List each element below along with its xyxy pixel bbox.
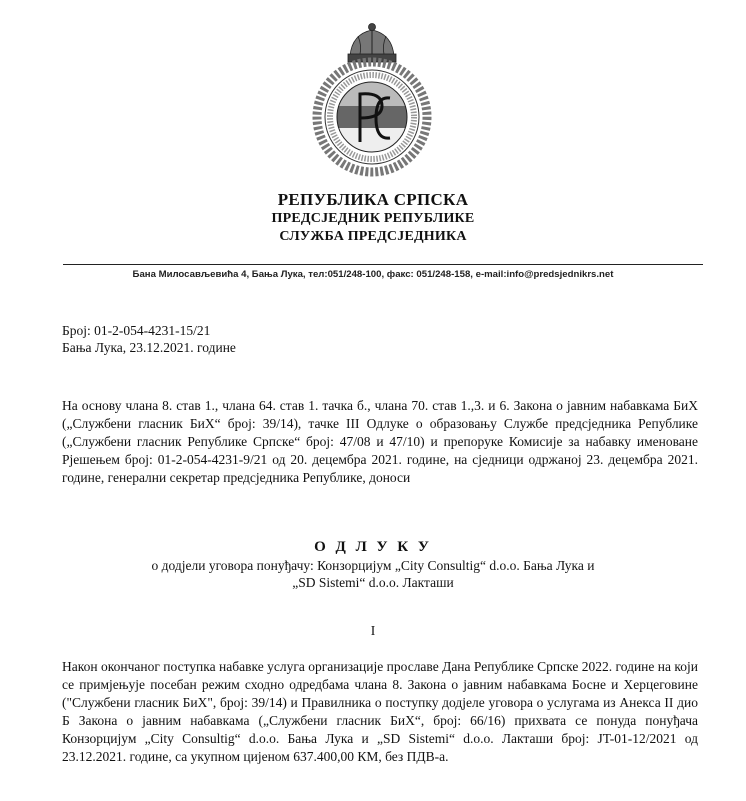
intro-paragraph: На основу члана 8. став 1., члана 64. став 1. тачка б., члана 70. став 1.,3. и 6. Закона о јавним набавкама БиХ („Службени гласник БиХ“ број: 39/14), тачке III Одлуке о образовању Службе предсједника Републике („Службени гласник Републике Српске“ број: 47/08 и 47/10) и препоруке Комисије за набавку именоване Рјешењем број: 01-2-054-4231-9/21 од 20. децембра 2021. године, на сједници одржаној 23. децембра 2021. године, генерални секретар предсједника Републике, доноси [62,398,698,485]
document-number: Број: 01-2-054-4231-15/21 [62,323,211,338]
header-address: Бана Милосављевића 4, Бања Лука, тел:051/248-100, факс: 051/248-158, e-mail:info@predsjednikrs.net [132,269,614,280]
document-date: Бања Лука, 23.12.2021. године [62,340,236,355]
header-president: ПРЕДСЈЕДНИК РЕПУБЛИКЕ [271,211,475,226]
crown-icon [348,24,396,63]
header-republic: РЕПУБЛИКА СРПСКА [277,190,469,209]
header-office: СЛУЖБА ПРЕДСЈЕДНИКА [279,229,467,244]
section-paragraph: Након окончаног поступка набавке услуга организације прославе Дана Републике Српске 2022. године на који се примјењује посебан режим сходно одредбама члана 8. Закона о јавним набавкама Босне и Херцеговине ("Службени гласник БиХ", број: 39/14) и Правилника о поступку додјеле уговора о услугама из Анекса II дио Б Закона о јавним набавкама („Службени гласник БиХ“, број: 66/16) прихвата се понуда понуђача Конзорцијум „City Consultig“ d.o.o. Бања Лука и „SD Sistemi“ d.o.o. Лакташи број: JT-01-12/2021 од 23.12.2021. године, са укупном цијеном 637.400,00 КМ, без ПДВ-а. [62,659,698,764]
decision-title: О Д Л У К У [314,539,432,555]
decision-subtitle-line2: „SD Sistemi“ d.o.o. Лакташи [292,575,454,590]
decision-subtitle-line1: о додјели уговора понуђачу: Конзорцијум „City Consultig“ d.o.o. Бања Лука и [151,558,595,573]
section-numeral: I [370,623,376,638]
coat-of-arms-emblem-icon [302,22,442,184]
header-divider [63,264,703,265]
